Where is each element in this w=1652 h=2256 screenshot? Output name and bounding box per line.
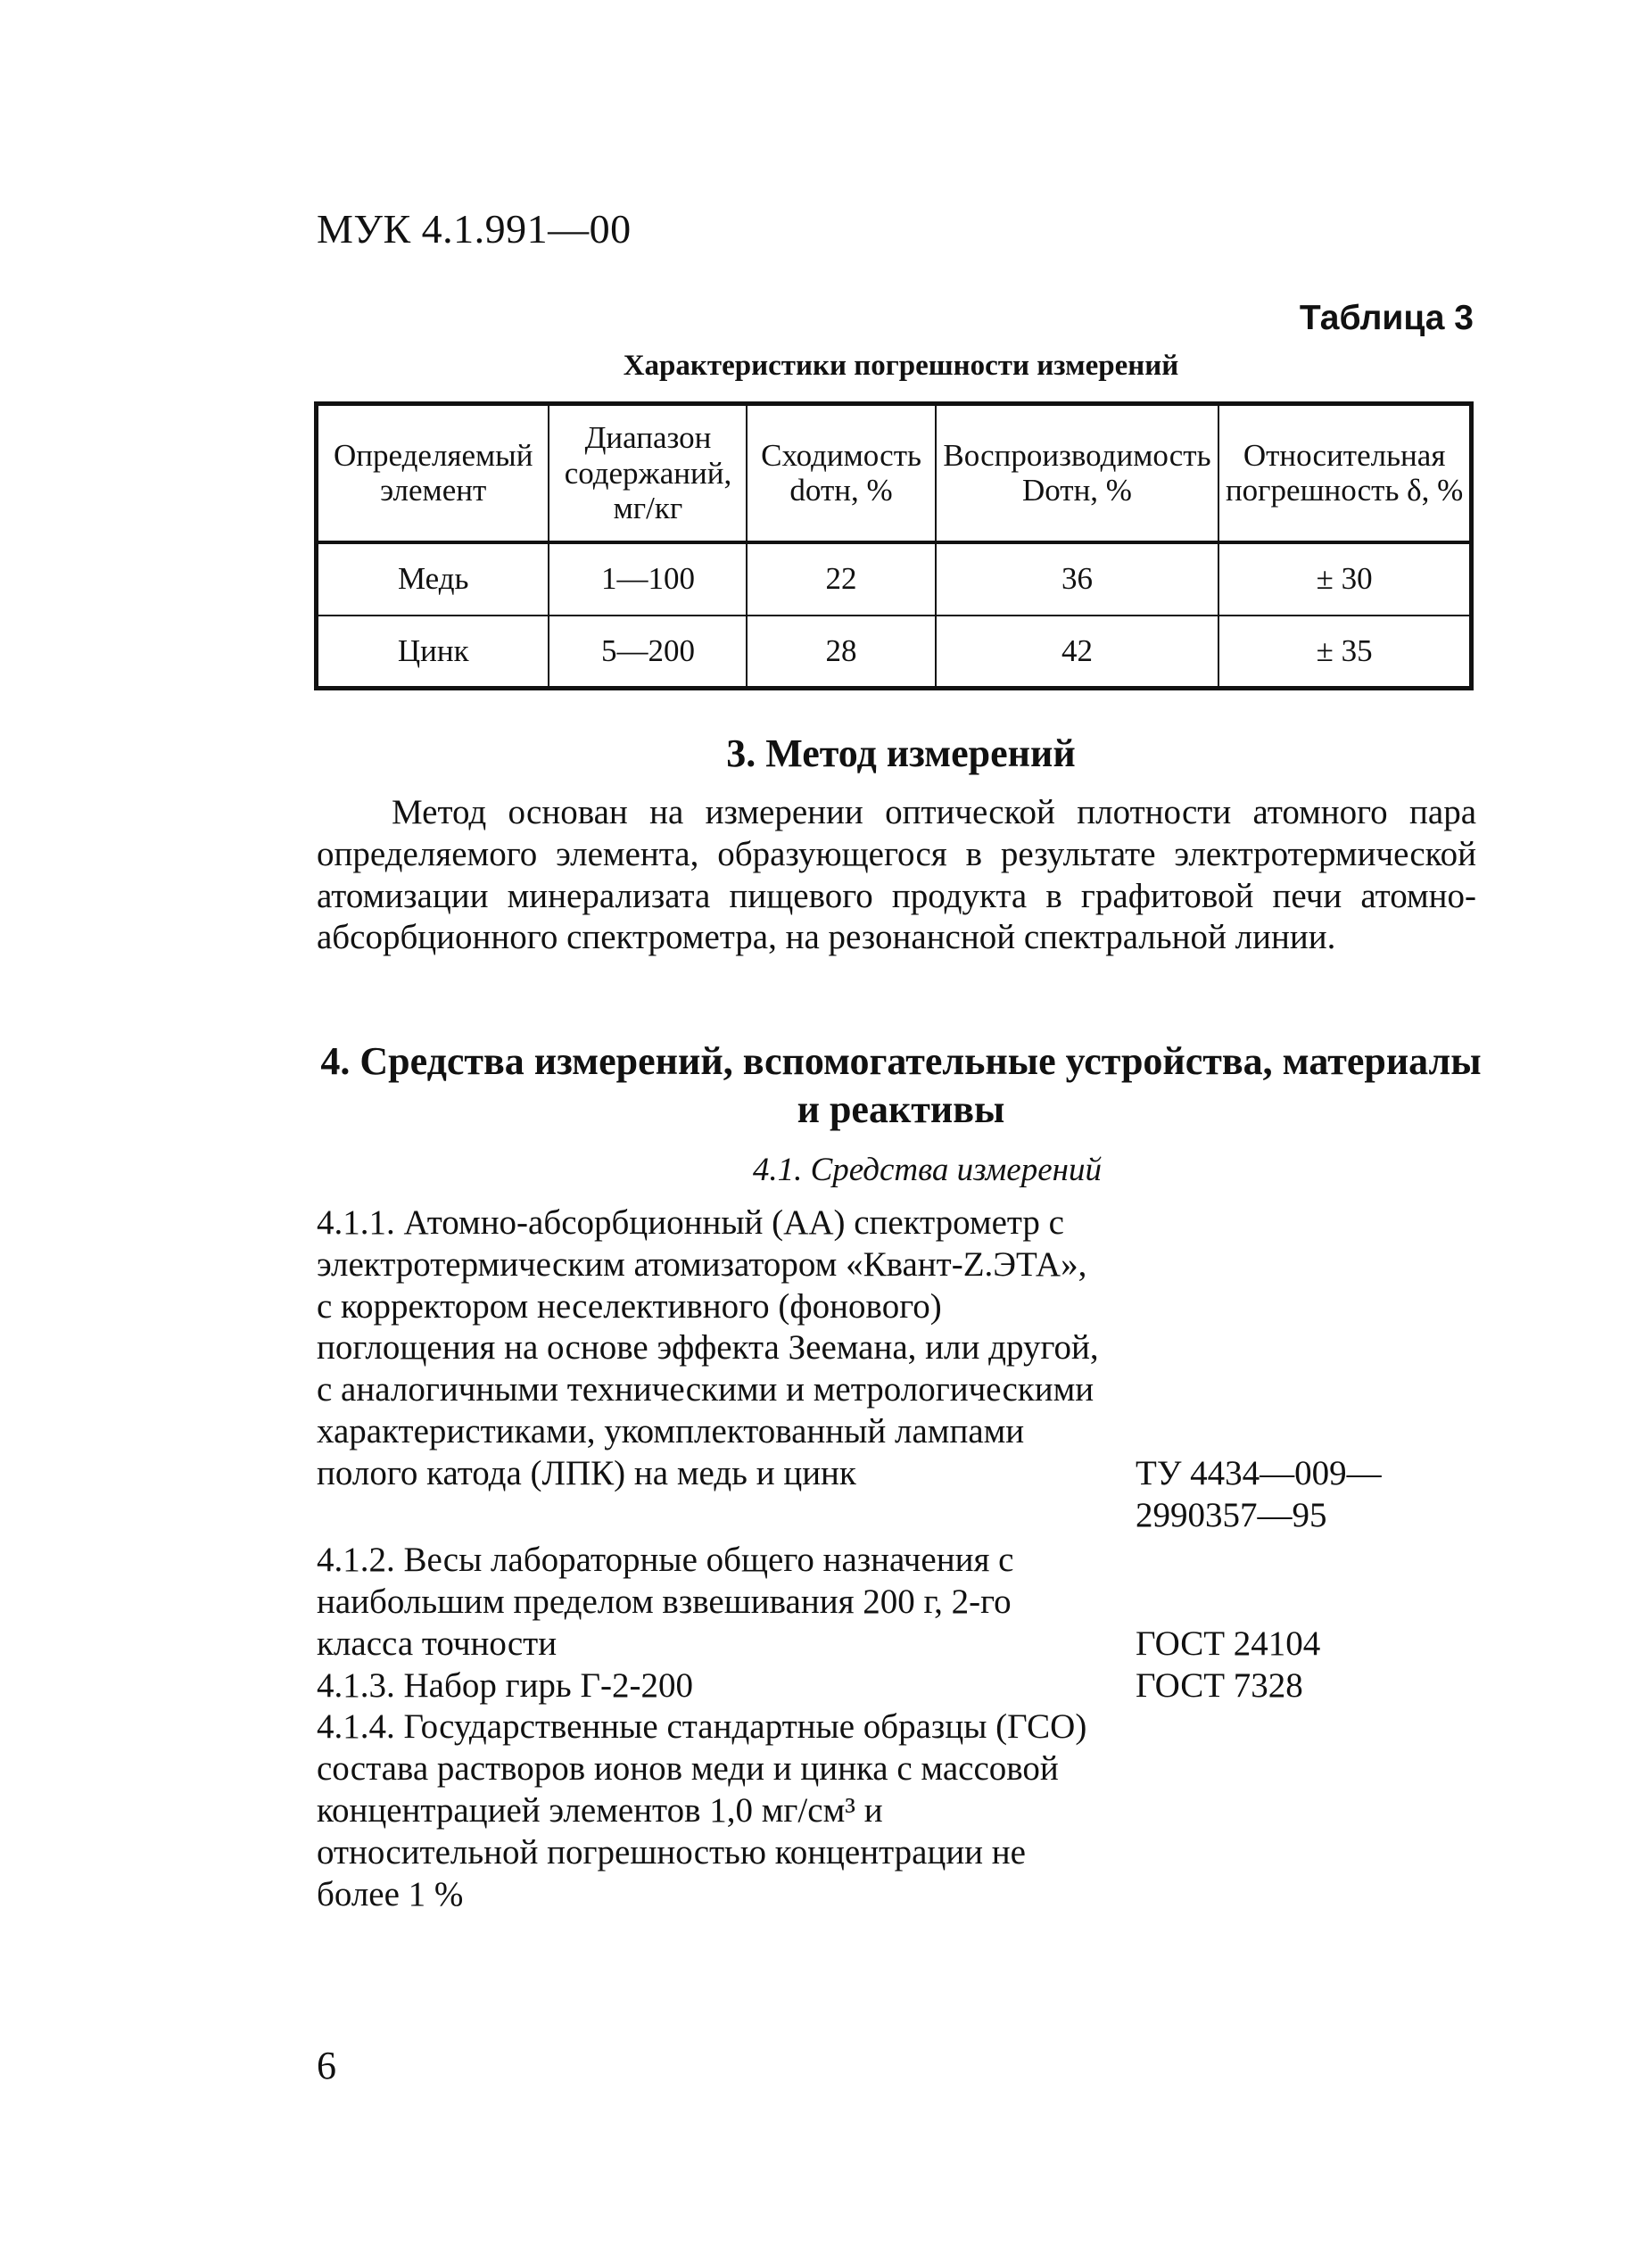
table-row <box>317 542 1472 616</box>
item-reference: ГОСТ 7328 <box>1136 1665 1303 1705</box>
table-row <box>317 616 1472 689</box>
table-title: Характеристики погрешности измерений <box>623 350 1179 382</box>
item-reference: ГОСТ 24104 <box>1136 1624 1321 1663</box>
column-header-range: Диапазон содержаний, мг/кг <box>549 404 747 542</box>
item-reference-line: ТУ 4434—009— <box>1136 1453 1382 1492</box>
item-reference <box>1136 1453 1474 1537</box>
column-header-convergence: Сходимость dотн, % <box>747 404 935 542</box>
column-header-reproducibility: Воспроизводимость Dотн, % <box>936 404 1219 542</box>
equipment-list <box>317 1202 1476 1915</box>
list-item <box>317 1706 1476 1915</box>
item-text: 4.1.4. Государственные стандартные образцы (ГСО) состава растворов ионов меди и цинка с массовой концентрацией элементов 1,0 мг/см³ и относительной погрешностью концентрации не более 1 % <box>317 1707 1087 1913</box>
subsection-heading: 4.1. Средства измерений <box>752 1152 1102 1188</box>
table-cell: ± 35 <box>1218 616 1471 689</box>
error-characteristics-table <box>314 401 1474 690</box>
table-cell: 42 <box>936 616 1219 689</box>
table-cell: Медь <box>317 542 549 616</box>
item-text: 4.1.1. Атомно-абсорбционный (АА) спектрометр с электротермическим атомизатором «Квант-Z.ЭТА», с корректором неселективного (фонового) поглощения на основе эффекта Зеемана, или другой, с аналогичными техническими и метрологическими характеристиками, укомплектованный лампами полого катода (ЛПК) на медь и цинк <box>317 1203 1099 1492</box>
document-code: МУК 4.1.991—00 <box>317 206 632 252</box>
method-paragraph: Метод основан на измерении оптической плотности атомного пара определяемого элемента, образующегося в результате электротермической атомизации минерализата пищевого продукта в графитовой печи атомно-абсорбционного спектрометра, на резонансной спектральной линии. <box>317 793 1476 957</box>
table-cell: 22 <box>747 542 935 616</box>
list-item <box>317 1665 1476 1707</box>
item-text: 4.1.3. Набор гирь Г-2-200 <box>317 1665 693 1705</box>
section-3-heading: 3. Метод измерений <box>726 731 1076 775</box>
table-cell: 5—200 <box>549 616 747 689</box>
section-4-heading: 4. Средства измерений, вспомогательные устройства, материалы и реактивы <box>320 1039 1482 1131</box>
table-cell: 36 <box>936 542 1219 616</box>
column-header-relative-error: Относительная погрешность δ, % <box>1218 404 1471 542</box>
list-item <box>317 1540 1476 1665</box>
table-cell: ± 30 <box>1218 542 1471 616</box>
page-number: 6 <box>317 2044 336 2087</box>
table-cell: 1—100 <box>549 542 747 616</box>
item-reference-line: 2990357—95 <box>1136 1495 1327 1534</box>
item-text: 4.1.2. Весы лабораторные общего назначения с наибольшим пределом взвешивания 200 г, 2-го класса точности <box>317 1541 1014 1663</box>
list-item <box>317 1202 1476 1534</box>
table-cell: 28 <box>747 616 935 689</box>
column-header-element: Определяемый элемент <box>317 404 549 542</box>
table-cell: Цинк <box>317 616 549 689</box>
table-header-row <box>317 404 1472 542</box>
table-label: Таблица 3 <box>1299 299 1474 337</box>
